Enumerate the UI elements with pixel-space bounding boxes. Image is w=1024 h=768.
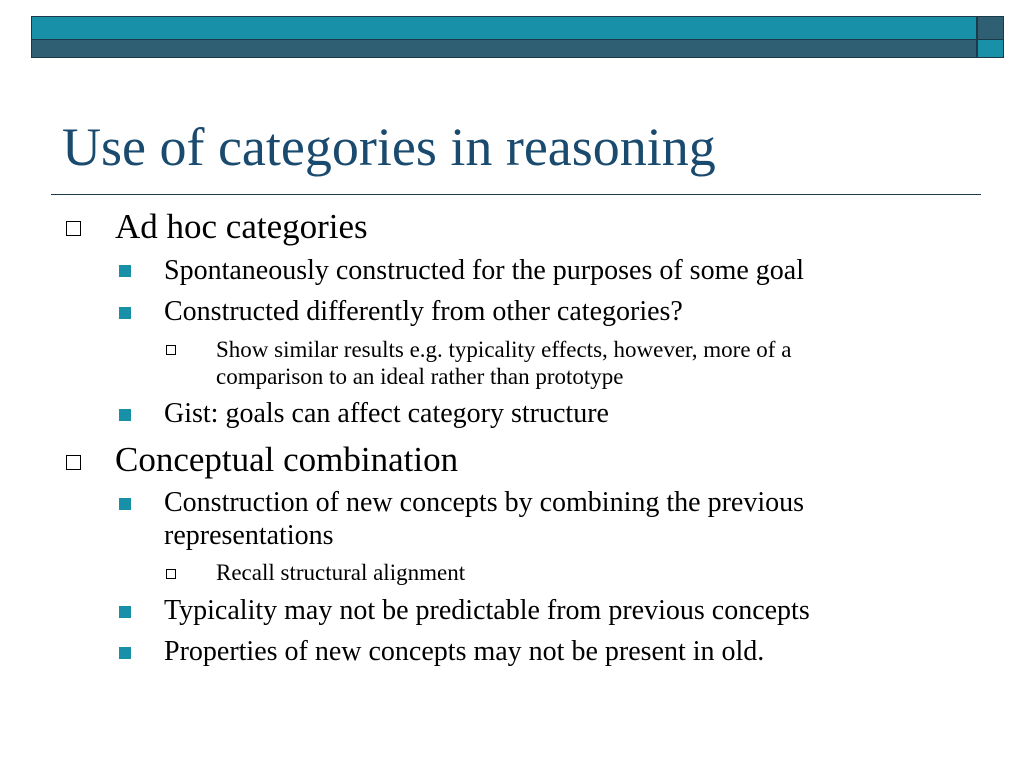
solid-square-bullet-icon bbox=[119, 265, 131, 277]
title-divider bbox=[51, 194, 981, 195]
sub-bullet-line: Recall structural alignment bbox=[216, 560, 466, 585]
solid-square-bullet-icon bbox=[119, 498, 131, 510]
slide-title: Use of categories in reasoning bbox=[62, 117, 716, 177]
bullet-point: Gist: goals can affect category structure bbox=[164, 398, 609, 429]
solid-square-bullet-icon bbox=[119, 409, 131, 421]
hollow-square-bullet-icon bbox=[166, 569, 176, 579]
header-strip bbox=[31, 40, 977, 58]
hollow-square-bullet-icon bbox=[166, 345, 176, 355]
section-heading: Ad hoc categories bbox=[115, 207, 368, 246]
header-corner-square-top bbox=[977, 16, 1004, 40]
sub-bullet-line: Show similar results e.g. typicality effects, however, more of a bbox=[216, 337, 792, 362]
solid-square-bullet-icon bbox=[119, 307, 131, 319]
hollow-square-bullet-icon bbox=[66, 221, 81, 236]
bullet-point: Typicality may not be predictable from previous concepts bbox=[164, 595, 810, 626]
bullet-point-line: Construction of new concepts by combining the previous bbox=[164, 487, 804, 518]
bullet-point: Spontaneously constructed for the purposes of some goal bbox=[164, 255, 804, 286]
solid-square-bullet-icon bbox=[119, 647, 131, 659]
sub-bullet-line: comparison to an ideal rather than prototype bbox=[216, 364, 624, 389]
section-heading: Conceptual combination bbox=[115, 440, 459, 479]
bullet-point: Constructed differently from other categories? bbox=[164, 296, 683, 327]
bullet-point-line: representations bbox=[164, 520, 334, 551]
header-bar bbox=[31, 16, 977, 40]
hollow-square-bullet-icon bbox=[66, 455, 81, 470]
header-corner-square-bottom bbox=[977, 40, 1004, 58]
solid-square-bullet-icon bbox=[119, 606, 131, 618]
bullet-point: Properties of new concepts may not be present in old. bbox=[164, 636, 765, 667]
